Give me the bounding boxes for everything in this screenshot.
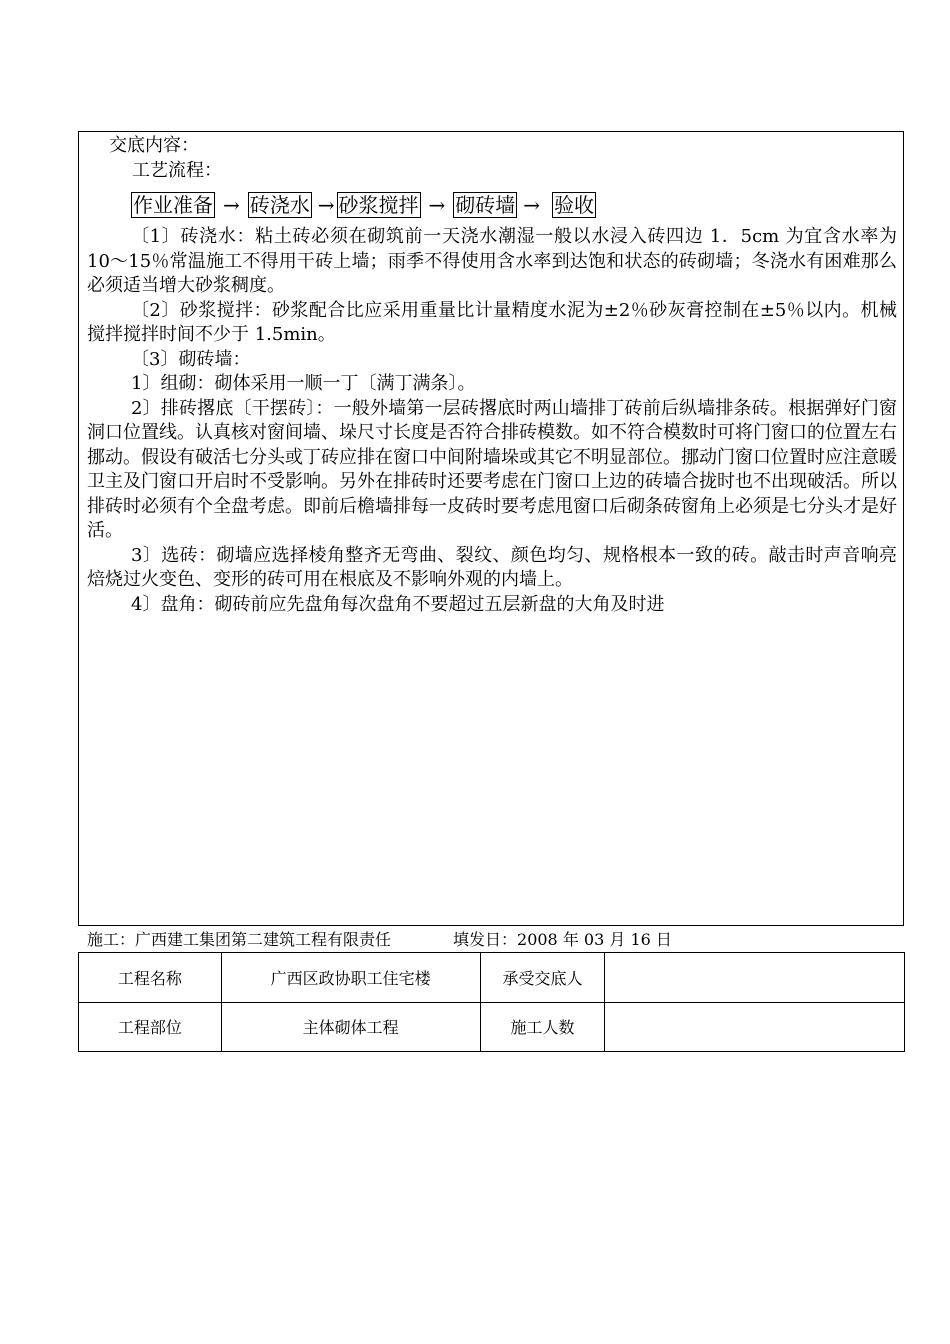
disclosure-content-box [78, 131, 904, 926]
flow-arrow-icon: → [523, 193, 541, 217]
flow-step-lay-bricks: 砌砖墙 [455, 193, 516, 217]
flow-arrow-icon: → [223, 193, 240, 217]
paragraph-brick-wall-heading: 〔3〕砌砖墙： [131, 348, 251, 370]
process-label: 工艺流程： [132, 159, 222, 181]
recipient-label: 承受交底人 [480, 953, 605, 1003]
project-name-value: 广西区政协职工住宅楼 [221, 953, 480, 1003]
table-row [79, 953, 905, 1003]
construction-company: 施工：广西建工集团第二建筑工程有限责任 [87, 930, 392, 949]
recipient-value[interactable] [605, 953, 905, 1003]
workers-count-value[interactable] [605, 1002, 905, 1052]
paragraph-bond-pattern: 1〕组砌：砌体采用一顺一丁〔满丁满条〕。 [131, 373, 476, 394]
flow-step-mix-mortar: 砂浆搅拌 [338, 193, 419, 217]
workers-count-label: 施工人数 [480, 1002, 605, 1052]
process-flow [87, 191, 897, 219]
paragraph-mortar-mixing: 〔2〕砂浆搅拌：砂浆配合比应采用重量比计量精度水泥为±2％砂灰膏控制在±5％以内。机械搅拌搅拌时间不少于 1.5min。 [87, 299, 897, 345]
paragraph-brick-selection: 3〕选砖：砌墙应选择棱角整齐无弯曲、裂纹、颜色均匀、规格根本一致的砖。敲击时声音响亮焙烧过火变色、变形的砖可用在根底及不影响外观的内墙上。 [87, 544, 897, 590]
flow-step-acceptance: 验收 [554, 193, 595, 217]
paragraph-dry-layout: 2〕排砖撂底〔干摆砖〕：一般外墙第一层砖撂底时两山墙排丁砖前后纵墙排条砖。根据弹好门窗洞口位置线。认真核对窗间墙、垛尺寸长度是否符合排砖模数。如不符合模数时可将门窗口的位置左右挪动。假设有破活七分头或丁砖应排在窗口中间附墙垛或其它不明显部位。挪动门窗口位置时应注意暖卫主及门窗口开启时不受影响。另外在排砖时还要考虑在门窗口上边的砖墙合拢时也不出现破活。所以排砖时必须有个全盘考虑。即前后檐墙排每一皮砖时要考虑甩窗口后砌条砖窗角上必须是七分头才是好活。 [87, 397, 897, 541]
paragraph-water-bricks: 〔1〕砖浇水：粘土砖必须在砌筑前一天浇水潮湿一般以水浸入砖四边 1．5cm 为宜含水率为 10～15％常温施工不得用干砖上墙；雨季不得使用含水率到达饱和状态的砖砌墙；冬浇水有困难那么必须适当增大砂浆稠度。 [87, 226, 897, 296]
section-label: 交底内容： [109, 135, 199, 156]
footer-line [87, 930, 672, 950]
flow-step-water-bricks: 砖浇水 [249, 193, 310, 217]
project-part-label: 工程部位 [79, 1002, 222, 1052]
project-info-table [78, 952, 905, 1052]
paragraph-corner-building: 4〕盘角：砌砖前应先盘角每次盘角不要超过五层新盘的大角及时进 [131, 593, 665, 615]
project-name-label: 工程名称 [79, 953, 222, 1003]
disclosure-content [87, 134, 897, 617]
flow-arrow-icon: → [428, 193, 446, 217]
flow-step-prepare: 作业准备 [133, 193, 213, 217]
table-row [79, 1002, 905, 1052]
flow-arrow-icon: → [317, 193, 335, 217]
issue-date: 填发日：2008 年 03 月 16 日 [453, 930, 672, 949]
project-part-value: 主体砌体工程 [221, 1002, 480, 1052]
